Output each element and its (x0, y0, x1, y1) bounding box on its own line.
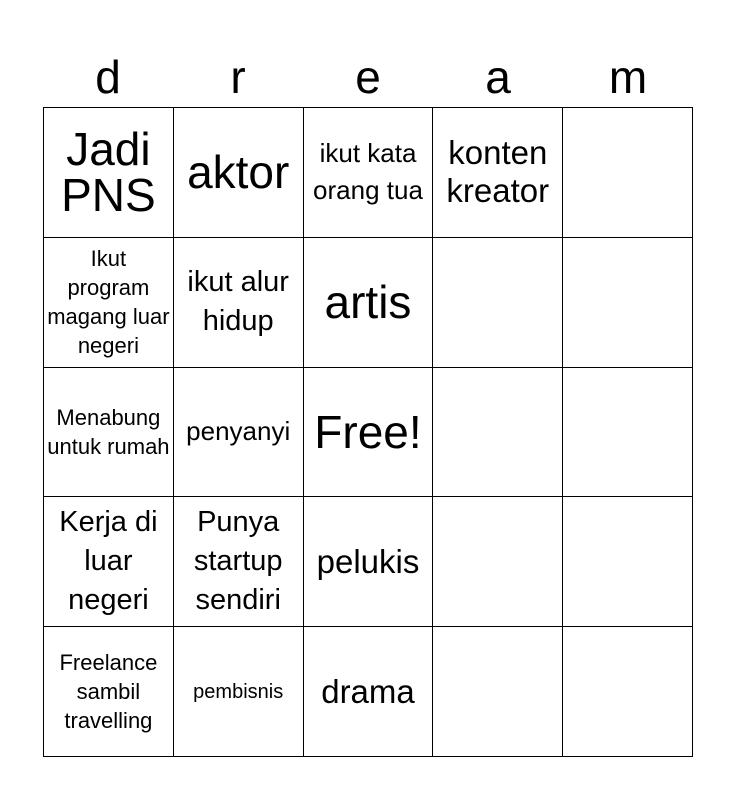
cell-text: aktor (187, 146, 290, 199)
bingo-cell-r4-c2[interactable] (304, 627, 434, 757)
cell-text: konten kreator (446, 134, 550, 210)
bingo-cell-r3-c1[interactable] (174, 497, 304, 627)
cell-text: Menabung untuk rumah (47, 404, 170, 459)
cell-text: Freelance sambil travelling (59, 650, 158, 734)
header-letter-e: e (355, 51, 381, 103)
cell-text: ikut alur hidup (187, 266, 289, 338)
header-letter-a: a (485, 51, 511, 103)
bingo-cell-r4-c3[interactable] (433, 627, 563, 757)
bingo-cell-r3-c3[interactable] (433, 497, 563, 627)
bingo-cell-r1-c0[interactable] (44, 238, 174, 368)
cell-text: drama (321, 672, 415, 710)
bingo-cell-r0-c1[interactable] (174, 108, 304, 238)
bingo-cell-r3-c4[interactable] (563, 497, 693, 627)
cell-text: Jadi PNS (61, 123, 156, 222)
bingo-cell-r0-c4[interactable] (563, 108, 693, 238)
cell-text: ikut kata orang tua (313, 138, 423, 206)
bingo-cell-r2-c3[interactable] (433, 368, 563, 498)
cell-text: artis (324, 276, 412, 329)
bingo-cell-r4-c4[interactable] (563, 627, 693, 757)
cell-text: pembisnis (193, 680, 284, 703)
bingo-cell-r0-c0[interactable] (44, 108, 174, 238)
header-letter-d: d (95, 51, 121, 103)
cell-text: Kerja di luar negeri (59, 506, 158, 617)
bingo-grid (43, 107, 693, 757)
cell-text: penyanyi (186, 416, 291, 447)
bingo-cell-r1-c1[interactable] (174, 238, 304, 368)
bingo-cell-r1-c4[interactable] (563, 238, 693, 368)
free-space: Free! (314, 405, 422, 458)
header-letter-m: m (608, 51, 648, 103)
bingo-cell-r0-c2[interactable] (304, 108, 434, 238)
bingo-cell-r1-c3[interactable] (433, 238, 563, 368)
bingo-cell-r4-c0[interactable] (44, 627, 174, 757)
bingo-header (43, 52, 693, 102)
bingo-cell-r0-c3[interactable] (433, 108, 563, 238)
cell-text: Punya startup sendiri (193, 506, 283, 617)
cell-text: pelukis (316, 542, 420, 580)
bingo-cell-r2-c2[interactable] (304, 368, 434, 498)
bingo-cell-r2-c4[interactable] (563, 368, 693, 498)
bingo-cell-r2-c0[interactable] (44, 368, 174, 498)
bingo-cell-r4-c1[interactable] (174, 627, 304, 757)
bingo-cell-r3-c0[interactable] (44, 497, 174, 627)
bingo-cell-r3-c2[interactable] (304, 497, 434, 627)
bingo-cell-r1-c2[interactable] (304, 238, 434, 368)
bingo-cell-r2-c1[interactable] (174, 368, 304, 498)
cell-text: Ikut program magang luar negeri (47, 246, 170, 359)
header-letter-r: r (230, 51, 246, 103)
